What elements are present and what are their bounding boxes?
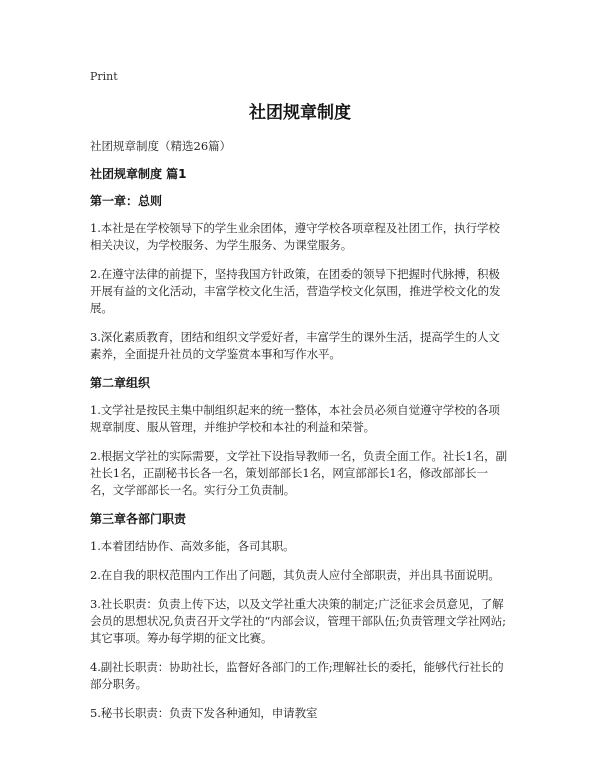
chapter-heading: 第一章：总则	[90, 194, 163, 208]
paragraph: 1.本着团结协作、高效多能，各司其职。	[90, 539, 295, 553]
paragraph: 2.在自我的职权范围内工作出了问题，其负责人应付全部职责，并出具书面说明。	[90, 568, 500, 582]
document-subtitle: 社团规章制度（精选26篇）	[90, 139, 232, 153]
paragraph: 1.文学社是按民主集中制组织起来的统一整体，本社会员必须自觉遵守学校的各项规章制度、服从管理，并维护学校和本社的利益和荣誉。	[90, 403, 500, 434]
chapter-1	[90, 193, 510, 363]
chapter-heading: 第二章组织	[90, 376, 151, 390]
paragraph: 2.根据文学社的实际需要，文学社下设指导教师一名，负责全面工作。社长1名，副社长1名，正副秘书长各一名，策划部部长1名，网宣部部长1名，修改部部长一名，文学部部长一名。实行分工负责制。	[90, 449, 507, 497]
paragraph: 1.本社是在学校领导下的学生业余团体，遵守学校各项章程及社团工作，执行学校相关决议，为学校服务、为学生服务、为课堂服务。	[90, 221, 500, 252]
paragraph: 3.社长职责：负责上传下达，以及文学社重大决策的制定;广泛征求会员意见，了解会员的思想状况,负责召开文学社的“内部会议，管理干部队伍;负责管理文学社网站;其它事项。筹办每学期的征文比赛。	[90, 597, 506, 645]
article-heading: 社团规章制度 篇1	[90, 167, 187, 181]
chapter-3	[90, 511, 510, 722]
page-title: 社团规章制度	[249, 103, 351, 123]
print-label[interactable]: Print	[90, 70, 118, 83]
paragraph: 5.秘书长职责：负责下发各种通知，申请教室	[90, 706, 318, 720]
chapter-2	[90, 375, 510, 499]
paragraph: 4.副社长职责：协助社长，监督好各部门的工作;理解社长的委托，能够代行社长的部分职务。	[90, 660, 504, 691]
paragraph: 2.在遵守法律的前提下，坚持我国方针政策，在团委的领导下把握时代脉搏，积极开展有益的文化活动，丰富学校文化生活，营造学校文化氛围，推进学校文化的发展。	[90, 267, 501, 315]
chapter-heading: 第三章各部门职责	[90, 512, 187, 526]
paragraph: 3.深化素质教育，团结和组织文学爱好者，丰富学生的课外生活，提高学生的人文素养，全面提升社员的文学鉴赏本事和写作水平。	[90, 330, 500, 361]
